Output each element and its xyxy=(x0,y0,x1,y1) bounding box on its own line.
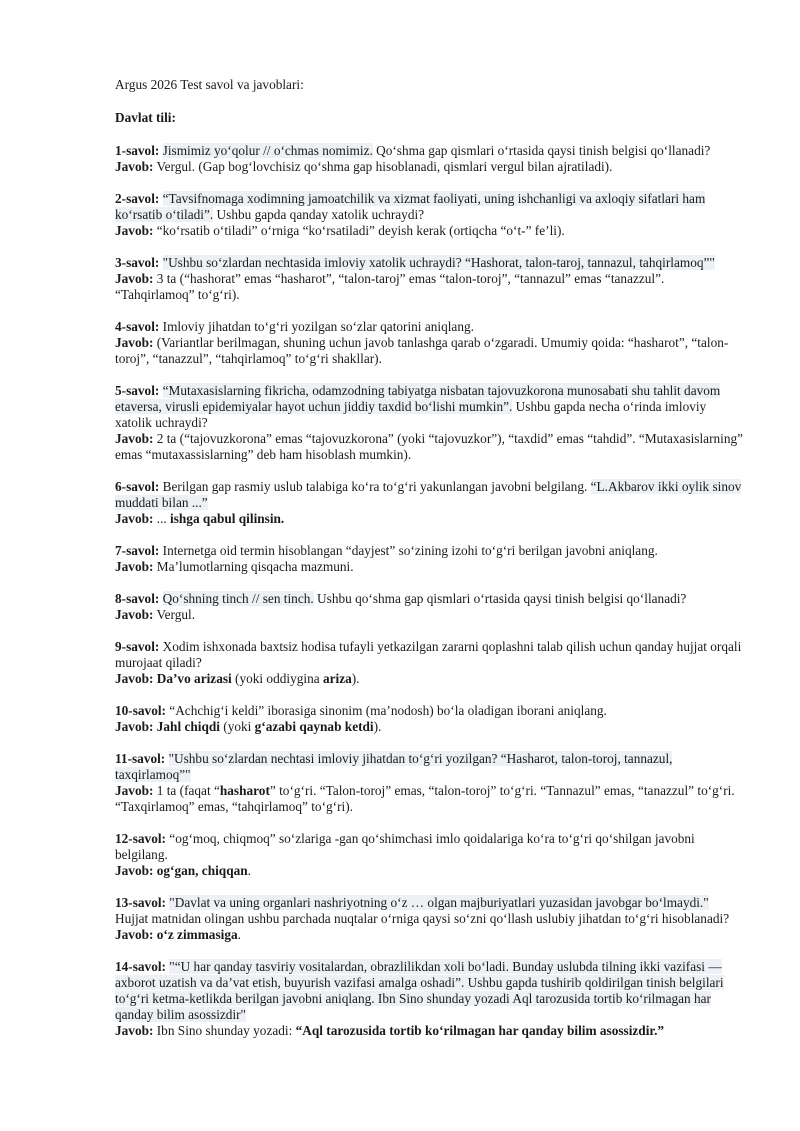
document-title: Argus 2026 Test savol va javoblari: xyxy=(115,77,304,92)
section-title: Davlat tili: xyxy=(115,110,176,125)
answer-11 xyxy=(115,783,745,815)
answer-text: (yoki xyxy=(219,719,255,734)
answer-emphasis: ishga qabul qilinsin. xyxy=(170,511,285,526)
answer-4 xyxy=(115,335,745,367)
question-label: 4-savol: xyxy=(115,319,160,334)
question-text: Imloviy jihatdan toʻgʻri yozilgan soʻzlar qatorini aniqlang. xyxy=(159,319,474,334)
question-label: 8-savol: xyxy=(115,591,160,606)
answer-text: 3 ta (“hashorat” emas “hasharot”, “talon-taroj” emas “talon-toroj”, “tannazul” emas “tanazzul”. “Tahqirlamoq” toʻgʻri). xyxy=(115,271,665,302)
answer-10 xyxy=(115,719,745,735)
answer-label: Javob: xyxy=(115,927,154,942)
answer-8 xyxy=(115,607,745,623)
question-text: Berilgan gap rasmiy uslub talabiga koʻra toʻgʻri yakunlangan javobni belgilang. xyxy=(159,479,591,494)
question-11 xyxy=(115,751,745,783)
question-label: 3-savol: xyxy=(115,255,160,270)
qa-item-13 xyxy=(115,895,745,943)
answer-label: Javob: xyxy=(115,863,154,878)
answer-13 xyxy=(115,927,745,943)
answer-text: (yoki oddiygina xyxy=(231,671,323,686)
answer-9 xyxy=(115,671,745,687)
answer-label: Javob: xyxy=(115,511,154,526)
answer-label: Javob: xyxy=(115,783,154,798)
answer-emphasis-alt: ariza xyxy=(322,671,352,686)
question-text: “ogʻmoq, chiqmoq” soʻzlariga -gan qoʻshimchasi imlo qoidalariga koʻra toʻgʻri qoʻshilgan javobni belgilang. xyxy=(115,831,695,862)
answer-text: Ibn Sino shunday yozadi: xyxy=(153,1023,296,1038)
answer-text: ... xyxy=(153,511,171,526)
qa-item-10 xyxy=(115,703,745,735)
answer-emphasis: Daʼvo arizasi xyxy=(156,671,232,686)
question-text: Internetga oid termin hisoblangan “dayjest” soʻzining izohi toʻgʻri berilgan javobni aniqlang. xyxy=(159,543,658,558)
question-quote: “L.Akbarov ikki oylik sinov muddati bilan ...” xyxy=(115,479,742,510)
question-quote: "“U har qanday tasviriy vositalardan, obrazlilikdan xoli boʻladi. Bunday uslubda tilning ikki vazifasi — axborot uzatish va daʼvat etish, buyurish vazifasi amalga oshadi”. Ushbu gapda tushirib qoldirilgan tinish belgilari toʻgʻri ketma-ketlikda berilgan javobni aniqlang. Ibn Sino shunday yozadi Aql tarozusida tortib koʻrilmagan har qanday bilim asossizdir" xyxy=(115,959,724,1022)
qa-item-11 xyxy=(115,751,745,815)
answer-label: Javob: xyxy=(115,335,154,350)
answer-label: Javob: xyxy=(115,223,154,238)
question-1 xyxy=(115,143,745,159)
question-5 xyxy=(115,383,745,431)
question-label: 12-savol: xyxy=(115,831,166,846)
question-label: 1-savol: xyxy=(115,143,160,158)
qa-item-14 xyxy=(115,959,745,1039)
qa-item-9 xyxy=(115,639,745,687)
question-label: 14-savol: xyxy=(115,959,166,974)
question-quote: Jismimiz yoʻqolur // oʻchmas nomimiz. xyxy=(162,143,373,158)
question-text: Xodim ishxonada baxtsiz hodisa tufayli yetkazilgan zararni qoplashni talab qilish uchun qanday hujjat orqali murojaat qiladi? xyxy=(115,639,742,670)
answer-text: (Variantlar berilmagan, shuning uchun javob tanlashga qarab oʻzgaradi. Umumiy qoida: “hasharot”, “talon-toroj”, “tanazzul”, “tahqirlamoq” toʻgʻri shakllar). xyxy=(115,335,729,366)
answer-label: Javob: xyxy=(115,431,154,446)
question-label: 13-savol: xyxy=(115,895,166,910)
qa-item-12 xyxy=(115,831,745,879)
question-quote: "Ushbu soʻzlardan nechtasida imloviy xatolik uchraydi? “Hashorat, talon-taroj, tannazul, tahqirlamoq”" xyxy=(162,255,715,270)
answer-text-end: . xyxy=(247,863,251,878)
question-quote: Qoʻshning tinch // sen tinch. xyxy=(162,591,314,606)
answer-text: 2 ta (“tajovuzkorona” emas “tajovuzkorona” (yoki “tajovuzkor”), “taxdid” emas “tahdid”. “Mutaxasislarning” emas “mutaxassislarning” deb ham hisoblash mumkin). xyxy=(115,431,744,462)
question-text: Ushbu gapda qanday xatolik uchraydi? xyxy=(213,207,425,222)
answer-label: Javob: xyxy=(115,559,154,574)
answer-14 xyxy=(115,1023,745,1039)
question-quote: "Ushbu soʻzlardan nechtasi imloviy jihatdan toʻgʻri yozilgan? “Hasharot, talon-toroj, tannazul, taxqirlamoq”" xyxy=(115,751,673,782)
answer-emphasis: “Aql tarozusida tortib koʻrilmagan har qanday bilim asossizdir.” xyxy=(295,1023,665,1038)
answer-emphasis-alt: gʻazabi qaynab ketdi xyxy=(254,719,374,734)
qa-item-8 xyxy=(115,591,745,623)
question-8 xyxy=(115,591,745,607)
qa-item-2 xyxy=(115,191,745,239)
qa-item-1 xyxy=(115,143,745,175)
answer-text: Maʼlumotlarning qisqacha mazmuni. xyxy=(153,559,354,574)
answer-text: 1 ta (faqat “ xyxy=(153,783,220,798)
question-label: 9-savol: xyxy=(115,639,160,654)
answer-text: “koʻrsatib oʻtiladi” oʻrniga “koʻrsatiladi” deyish kerak (ortiqcha “oʻt-” feʼli). xyxy=(153,223,565,238)
question-6 xyxy=(115,479,745,511)
answer-emphasis: oʻz zimmasiga xyxy=(153,927,238,942)
answer-emphasis: ogʻgan, chiqqan xyxy=(153,863,248,878)
answer-text-end: ). xyxy=(373,719,382,734)
answer-label: Javob: xyxy=(115,719,154,734)
answer-label: Javob: xyxy=(115,1023,154,1038)
answer-emphasis: Jahl chiqdi xyxy=(156,719,220,734)
question-2 xyxy=(115,191,745,223)
qa-item-3 xyxy=(115,255,745,303)
question-13 xyxy=(115,895,745,927)
question-label: 2-savol: xyxy=(115,191,160,206)
question-quote: “Mutaxasislarning fikricha, odamzodning tabiyatga nisbatan tajovuzkorona munosabati shu tahlit davom etaversa, virusli epidemiyalar hayot uchun jiddiy taxdid boʻlishi mumkin”. xyxy=(115,383,721,414)
question-text: “Achchigʻi keldi” iborasiga sinonim (maʼnodosh) boʻla oladigan iborani aniqlang. xyxy=(165,703,607,718)
question-label: 10-savol: xyxy=(115,703,166,718)
answer-label: Javob: xyxy=(115,271,154,286)
answer-1 xyxy=(115,159,745,175)
document-page xyxy=(115,77,745,1055)
question-text: Ushbu qoʻshma gap qismlari oʻrtasida qaysi tinish belgisi qoʻllanadi? xyxy=(313,591,687,606)
question-10 xyxy=(115,703,745,719)
answer-5 xyxy=(115,431,745,463)
qa-item-6 xyxy=(115,479,745,527)
answer-label: Javob: xyxy=(115,607,154,622)
question-14 xyxy=(115,959,745,1023)
answer-label: Javob: xyxy=(115,671,154,686)
answer-text-end: ). xyxy=(351,671,360,686)
question-7 xyxy=(115,543,745,559)
question-3 xyxy=(115,255,745,271)
answer-label: Javob: xyxy=(115,159,154,174)
question-label: 11-savol: xyxy=(115,751,166,766)
question-4 xyxy=(115,319,745,335)
question-label: 5-savol: xyxy=(115,383,160,398)
answer-text-end: ” toʻgʻri. “Talon-toroj” emas, “talon-toroj” toʻgʻri. “Tannazul” emas, “tanazzul” toʻgʻri. “Taxqirlamoq” emas, “tahqirlamoq” toʻgʻri). xyxy=(115,783,735,814)
answer-12 xyxy=(115,863,745,879)
question-quote: "Davlat va uning organlari nashriyotning oʻz … olgan majburiyatlari yuzasidan javobgar boʻlmaydi." xyxy=(169,895,709,910)
question-text: Hujjat matnidan olingan ushbu parchada nuqtalar oʻrniga qaysi soʻzni qoʻllash uslubiy jihatdan toʻgʻri hisoblanadi? xyxy=(115,911,730,926)
question-label: 7-savol: xyxy=(115,543,160,558)
qa-item-7 xyxy=(115,543,745,575)
answer-3 xyxy=(115,271,745,303)
question-text: Qoʻshma gap qismlari oʻrtasida qaysi tinish belgisi qoʻllanadi? xyxy=(372,143,711,158)
answer-text: Vergul. (Gap bogʻlovchisiz qoʻshma gap hisoblanadi, qismlari vergul bilan ajratiladi). xyxy=(153,159,613,174)
question-9 xyxy=(115,639,745,671)
question-text: Ushbu gapda necha oʻrinda imloviy xatolik uchraydi? xyxy=(115,399,707,430)
question-label: 6-savol: xyxy=(115,479,160,494)
answer-text-end: . xyxy=(237,927,241,942)
question-12 xyxy=(115,831,745,863)
answer-2 xyxy=(115,223,745,239)
question-quote: “Tavsifnomaga xodimning jamoatchilik va xizmat faoliyati, uning ishchanligi va axloqiy sifatlari ham koʻrsatib oʻtiladi”. xyxy=(115,191,706,222)
answer-6 xyxy=(115,511,745,527)
qa-item-5 xyxy=(115,383,745,463)
answer-7 xyxy=(115,559,745,575)
answer-emphasis: hasharot xyxy=(219,783,270,798)
qa-item-4 xyxy=(115,319,745,367)
answer-text: Vergul. xyxy=(153,607,196,622)
